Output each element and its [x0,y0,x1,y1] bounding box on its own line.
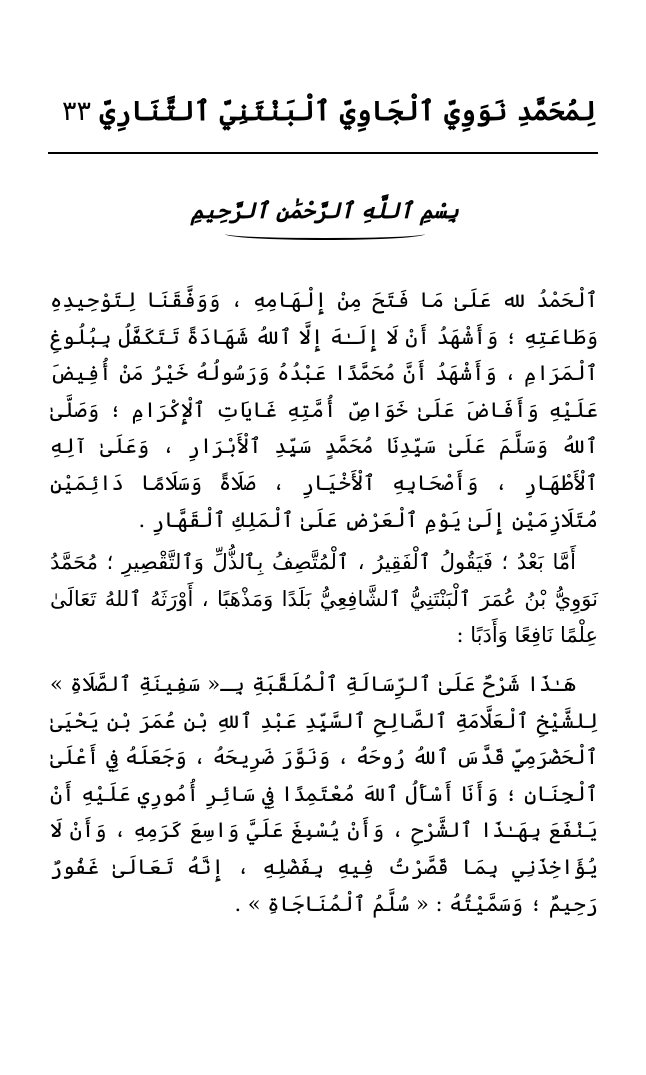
page-number: ٣٣ [62,96,92,127]
header-divider [48,152,598,154]
basmala-text: بِسْمِ ٱللَّهِ ٱلرَّحْمَٰنِ ٱلرَّحِيمِ [191,198,459,224]
paragraph-book-description: هَـٰذَا شَرْحٌ عَلَىٰ ٱلرِّسَالَةِ ٱلْمُلَقَّبَةِ بِـ« سَفِينَةِ ٱلصَّلَاةِ » لِلشَّيْخِ ٱلْعَلَّامَةِ ٱلصَّالِحِ ٱلسَّيِّدِ عَبْدِ ٱللهِ بْنِ عُمَرَ بْنِ يَحْيَىٰ ٱلْحَضْرَمِيِّ قَدَّسَ ٱللهُ رُوحَهُ ، وَنَوَّرَ ضَرِيحَهُ ، وَجَعَلَهُ فِي أَعْلَىٰ ٱلْجِنَانِ ؛ وَأَنَا أَسْأَلُ ٱللهَ مُعْتَمِدًا فِي سَائِرِ أُمُورِي عَلَيْهِ أَنْ يَنْفَعَ بِهَـٰذَا ٱلشَّرْحِ ، وَأَنْ يُسْبِغَ عَلَيَّ وَاسِعَ كَرَمِهِ ، وَأَنْ لَا يُؤَاخِذَنِي بِمَا قَصَّرْتُ فِيهِ بِفَضْلِهِ ، إِنَّهُ تَعَالَىٰ غَفُورٌ رَحِيمٌ ؛ وَسَمَّيْتُهُ : « سُلَّمُ ٱلْمُنَاجَاةِ » . [50,671,598,916]
running-header-title: لِمُحَمَّدِ نَوَوِيّ ٱلْجَاوِيّ ٱلْبَنْتَنِيّ ٱلتَّنَارِيّ [99,96,596,127]
paragraph-author-introduction: أَمَّا بَعْدُ ؛ فَيَقُولُ ٱلْفَقِيرُ ، ٱلْمُتَّصِفُ بِٱلذُّلِّ وَٱلتَّقْصِيرِ ؛ مُحَمَّدُ نَوَوِيُّ بْنُ عُمَرَ ٱلْبَنْتَنِيُّ ٱلشَّافِعِيُّ بَلَدًا وَمَذْهَبًا ، أَوْرَثَهُ ٱللهُ تَعَالَىٰ عِلْمًا نَافِعًا وَأَدَبًا : [50,550,598,648]
paragraph-opening-praise: ٱلْحَمْدُ لله عَلَىٰ مَا فَتَحَ مِنْ إِلْهَامِهِ ، وَوَفَّقَنَا لِتَوْحِيدِهِ وَطَاعَتِهِ ؛ وَأَشْهَدُ أَنْ لَا إِلَـٰهَ إِلَّا ٱللهُ شَهَادَةً تَتَكَفَّلُ بِبُلُوغِ ٱلْمَرَامِ ، وَأَشْهَدُ أَنَّ مُحَمَّدًا عَبْدُهُ وَرَسُولُهُ خَيْرُ مَنْ أُفِيضَ عَلَيْهِ وَأَفَاضَ عَلَىٰ خَوَاصِّ أُمَّتِهِ غَايَاتِ ٱلْإِكْرَامِ ؛ وَصَلَّىٰ ٱللهُ وَسَلَّمَ عَلَىٰ سَيِّدِنَا مُحَمَّدٍ سَيِّدِ ٱلْأَبْرَارِ ، وَعَلَىٰ آلِهِ ٱلْأَطْهَارِ ، وَأَصْحَابِهِ ٱلْأَخْيَارِ ، صَلَاةً وَسَلَامًا دَائِمَيْنِ مُتَلَازِمَيْنِ إِلَىٰ يَوْمِ ٱلْعَرْضِ عَلَىٰ ٱلْمَلِكِ ٱلْقَهَّارِ . [50,288,598,532]
body-text [50,282,598,922]
basmala-flourish [225,228,425,240]
basmala-calligraphy [190,196,460,268]
